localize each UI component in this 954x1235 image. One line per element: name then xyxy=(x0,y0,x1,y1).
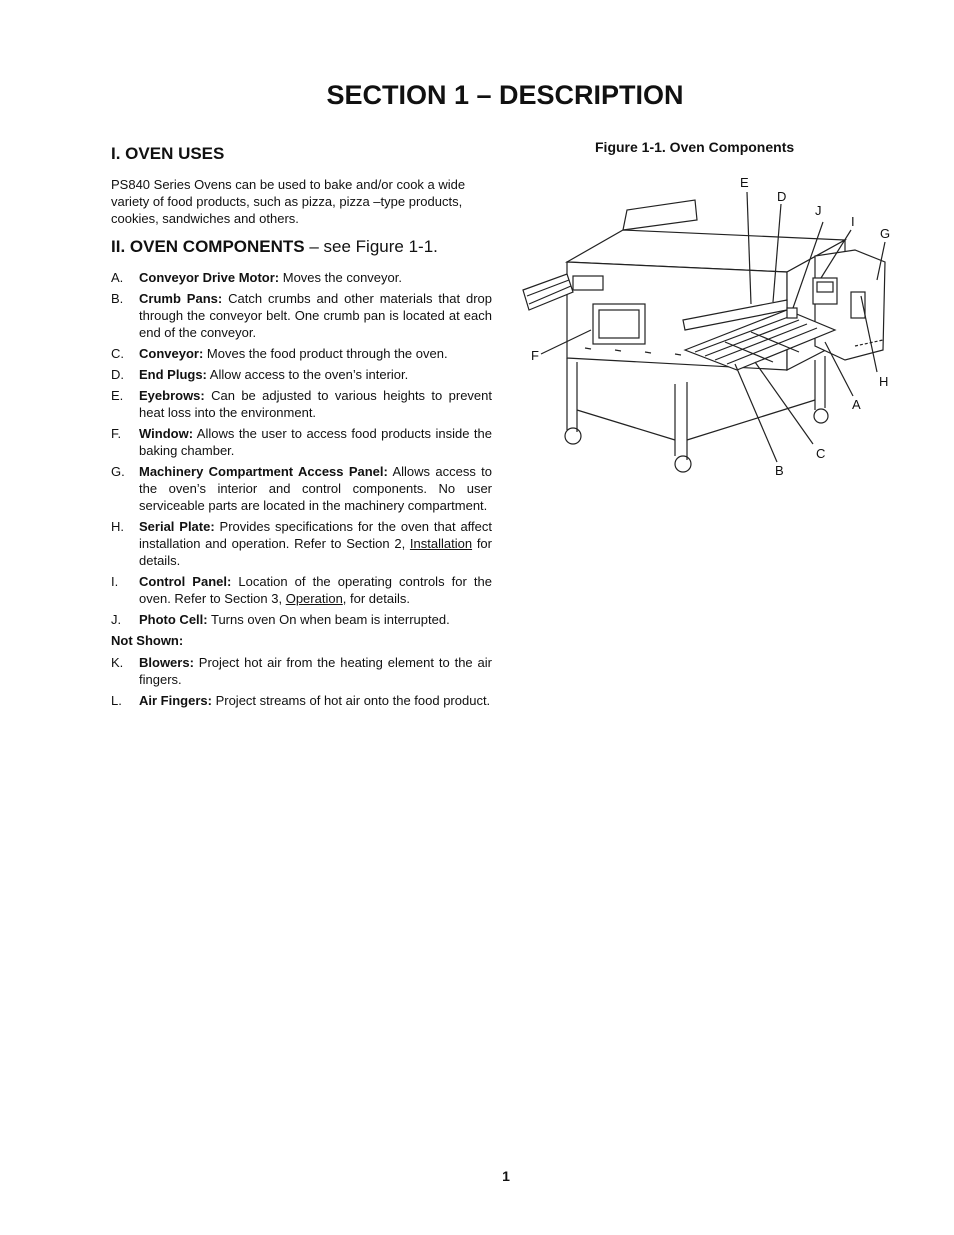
list-item-text: Moves the food product through the oven. xyxy=(203,346,448,361)
list-item xyxy=(111,573,492,607)
list-item-letter: J. xyxy=(111,612,122,627)
list-item-text: Project hot air from the heating element to the air fingers. xyxy=(139,655,492,687)
callout-G: G xyxy=(880,226,891,241)
list-item xyxy=(111,518,492,569)
list-item-text-after: , for details. xyxy=(342,591,410,606)
list-item xyxy=(111,345,492,362)
page-number: 1 xyxy=(502,1168,510,1184)
list-item xyxy=(111,463,492,514)
list-item-term: Machinery Compartment Access Panel: xyxy=(139,464,388,479)
list-item-term: Serial Plate: xyxy=(139,519,215,534)
list-item xyxy=(111,692,492,709)
list-item-letter: D. xyxy=(111,367,124,382)
list-item-letter: A. xyxy=(111,270,124,285)
list-item-letter: E. xyxy=(111,388,124,403)
list-item xyxy=(111,387,492,421)
list-item-term: Crumb Pans: xyxy=(139,291,223,306)
list-item-text: Catch crumbs and other materials that drop through the conveyor belt. One crumb pan is located at each end of the conveyor. xyxy=(139,291,492,340)
callout-B: B xyxy=(775,463,784,478)
left-column xyxy=(111,144,492,713)
not-shown-list xyxy=(111,654,492,709)
list-item-term: Eyebrows: xyxy=(139,388,205,403)
list-item xyxy=(111,290,492,341)
not-shown-label: Not Shown: xyxy=(111,633,184,648)
list-item-term: Control Panel: xyxy=(139,574,232,589)
component-list xyxy=(111,269,492,628)
list-item-letter: K. xyxy=(111,655,124,670)
list-item-term: Window: xyxy=(139,426,194,441)
callout-D: D xyxy=(777,189,787,204)
list-item-text: Project streams of hot air onto the food product. xyxy=(211,693,491,708)
list-item xyxy=(111,269,492,286)
page-title: SECTION 1 – DESCRIPTION xyxy=(326,80,684,110)
oven-components-heading-tail: – see Figure 1-1. xyxy=(304,237,438,256)
callout-E: E xyxy=(740,175,749,190)
list-item-text: Location of the operating controls for the oven. Refer to Section 3, xyxy=(139,574,492,606)
list-item-letter: L. xyxy=(111,693,122,708)
list-item xyxy=(111,611,492,628)
list-item xyxy=(111,425,492,459)
callout-J: J xyxy=(815,203,822,218)
list-item-text: Turns oven On when beam is interrupted. xyxy=(207,612,450,627)
list-item-letter: G. xyxy=(111,464,125,479)
oven-illustration xyxy=(515,170,905,480)
callout-C: C xyxy=(816,446,826,461)
list-item-term: Conveyor Drive Motor: xyxy=(139,270,280,285)
callout-I: I xyxy=(851,214,855,229)
list-item-term: Conveyor: xyxy=(139,346,204,361)
section-reference-link: Operation xyxy=(285,591,343,606)
list-item-text: Moves the conveyor. xyxy=(279,270,402,285)
callout-F: F xyxy=(531,348,539,363)
oven-components-heading-label: II. OVEN COMPONENTS xyxy=(111,237,305,256)
list-item-text: Allows access to the oven’s interior and control components. No user serviceable parts are located in the machinery compartment. xyxy=(139,464,492,513)
oven-uses-heading: I. OVEN USES xyxy=(111,144,225,163)
list-item-term: Blowers: xyxy=(139,655,194,670)
list-item-term: Air Fingers: xyxy=(139,693,212,708)
list-item-term: Photo Cell: xyxy=(139,612,208,627)
list-item-text: Allows the user to access food products inside the baking chamber. xyxy=(139,426,492,458)
list-item-text: Can be adjusted to various heights to prevent heat loss into the environment. xyxy=(139,388,492,420)
list-item-letter: I. xyxy=(111,574,119,589)
callout-H: H xyxy=(879,374,889,389)
oven-uses-text: PS840 Series Ovens can be used to bake and/or cook a wide variety of food products, such as pizza, pizza –type products, cookies, sandwiches and others. xyxy=(111,177,466,226)
list-item-term: End Plugs: xyxy=(139,367,207,382)
oven-components-figure xyxy=(515,170,905,480)
list-item-text-after: for details. xyxy=(139,536,492,568)
figure-caption: Figure 1-1. Oven Components xyxy=(595,139,795,155)
list-item-text: Provides specifications for the oven that affect installation and operation. Refer to Section 2, xyxy=(139,519,492,551)
list-item-letter: C. xyxy=(111,346,124,361)
oven-components-heading xyxy=(111,237,492,257)
list-item-letter: F. xyxy=(111,426,122,441)
list-item xyxy=(111,366,492,383)
list-item-letter: H. xyxy=(111,519,124,534)
list-item-text: Allow access to the oven’s interior. xyxy=(206,367,409,382)
list-item-letter: B. xyxy=(111,291,124,306)
list-item xyxy=(111,654,492,688)
section-reference-link: Installation xyxy=(409,536,473,551)
callout-A: A xyxy=(852,397,861,412)
